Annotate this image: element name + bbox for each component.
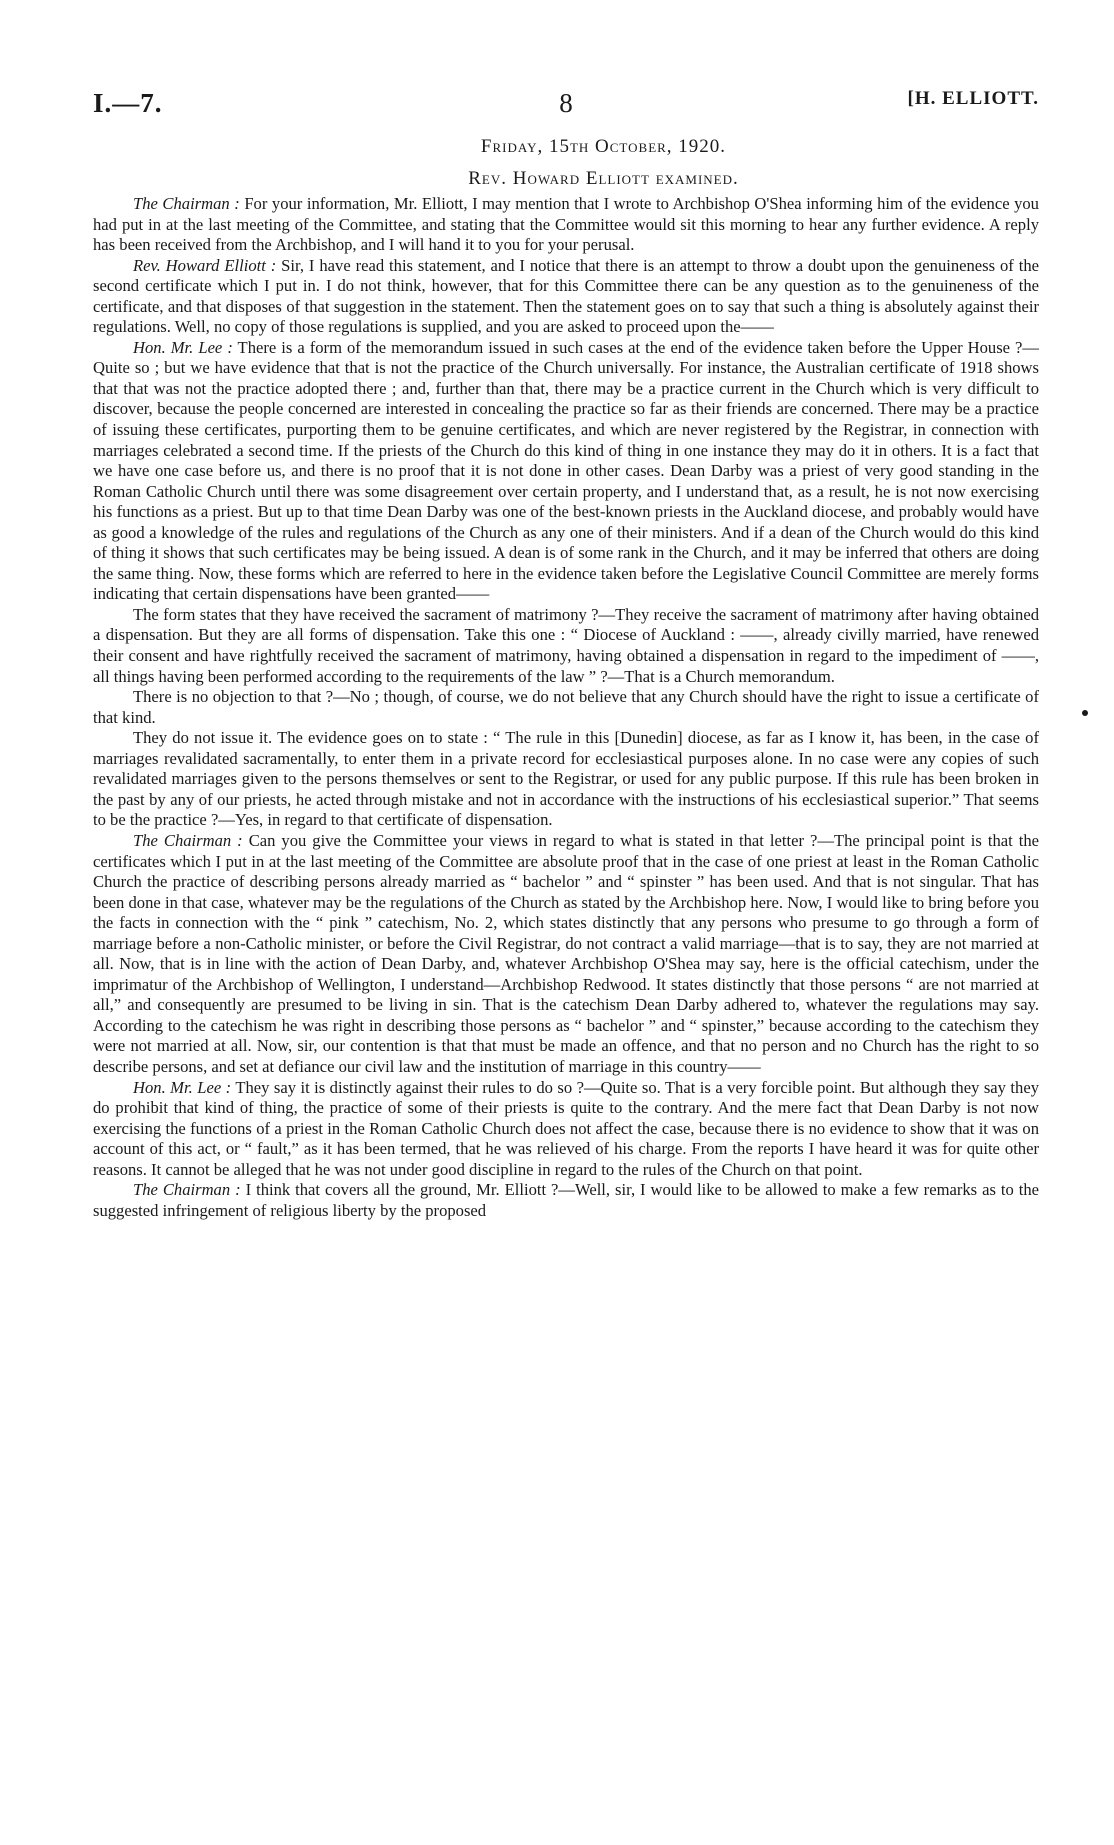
paragraph-text: For your information, Mr. Elliott, I may mention that I wrote to Archbishop O'Shea informing him of the evidence you had put in at the last meeting of the Committee, and stating that the Committee would sit this morning to hear any further evidence. A reply has been received from the Archbishop, and I will hand it to you for your perusal.	[93, 194, 1039, 255]
paragraph-text: Sir, I have read this statement, and I notice that there is an attempt to throw a doubt upon the genuineness of the second certificate which I put in. I do not think, however, that for this Committee there can be any question as to the genuineness of the certificate, and that disposes of that suggestion in the statement. Then the statement goes on to say that such a thing is absolutely against their regulations. Well, no copy of those regulations is supplied, and you are asked to proceed upon the——	[93, 255, 1039, 337]
paragraph	[93, 194, 1039, 256]
body-text	[93, 194, 1039, 1221]
speaker-label: Hon. Mr. Lee :	[133, 337, 233, 357]
speaker-label: Rev. Howard Elliott :	[133, 255, 277, 275]
speaker-label: The Chairman :	[133, 194, 240, 213]
speaker-label: The Chairman :	[133, 830, 243, 850]
speaker-label: The Chairman :	[133, 1180, 241, 1200]
paragraph-text: There is no objection to that ?—No ; though, of course, we do not believe that any Church should have the right to issue a certificate of that kind.	[93, 687, 1039, 727]
page-header	[93, 88, 1039, 128]
paragraph	[93, 338, 1039, 605]
date-heading: Friday, 15th October, 1920.	[480, 136, 727, 157]
paragraph-text: I think that covers all the ground, Mr. Elliott ?—Well, sir, I would like to be allowed to make a few remarks as to the suggested infringement of religious liberty by the proposed	[93, 1180, 1039, 1220]
page-section-label: I.—7.	[93, 88, 163, 118]
paragraph	[93, 256, 1039, 338]
paragraph	[93, 1180, 1039, 1221]
paragraph	[93, 1078, 1039, 1181]
paragraph	[93, 687, 1039, 728]
paragraph-text: The form states that they have received the sacrament of matrimony ?—They receive the sacrament of matrimony after having obtained a dispensation. But they are all forms of dispensation. Take this one : “ Diocese of Auckland : ——, already civilly married, have renewed their consent and have rightfully received the sacrament of matrimony, having obtained a dispensation in regard to the impediment of ——, all things having been performed according to the requirements of the law ” ?—That is a Church memorandum.	[93, 604, 1039, 686]
paragraph	[93, 728, 1039, 831]
paragraph	[93, 831, 1039, 1078]
paragraph-text: There is a form of the memorandum issued in such cases at the end of the evidence taken before the Upper House ?—Quite so ; but we have evidence that that is not the practice of the Church universally. For instance, the Australian certificate of 1918 shows that that was not the practice adopted there ; and, further than that, there may be a practice current in the Church which is very difficult to discover, because the people concerned are interested in concealing the practice so far as their friends are concerned. There may be a practice of issuing these certificates, purporting them to be genuine certificates, and which are never registered by the Registrar, in connection with marriages celebrated a second time. If the priests of the Church do this kind of thing in one instance they may do it in others. It is a fact that we have one case before us, and there is no proof that it is not done in other cases. Dean Darby was a priest of very good standing in the Roman Catholic Church until there was some disagreement over certain property, and I understand that, as a result, he is not now exercising his functions as a priest. But up to that time Dean Darby was one of the best-known priests in the Auckland diocese, and probably would have as good a knowledge of the rules and regulations of the Church as any one of their ministers. And if a dean of the Church would do this kind of thing it shows that such certificates may be being issued. A dean is of some rank in the Church, and it may be inferred that others are doing the same thing. Now, these forms which are referred to here in the evidence taken before the Legislative Council Committee are merely forms indicating that certain dispensations have been granted——	[93, 337, 1039, 604]
paragraph-text: They say it is distinctly against their rules to do so ?—Quite so. That is a very forcible point. But although they say they do prohibit that kind of thing, the practice of some of their priests is quite to the contrary. And the mere fact that Dean Darby is not now exercising the functions of a priest in the Roman Catholic Church does not affect the case, because there is no evidence to show that it was on account of this act, or “ fault,” as it has been termed, that he was relieved of his charge. From the reports I have heard it was for quite other reasons. It cannot be alleged that he was not under good discipline in regard to the rules of the Church on that point.	[93, 1077, 1039, 1179]
margin-dot	[1082, 710, 1088, 716]
witness-heading: Rev. Howard Elliott examined.	[468, 168, 739, 189]
page-number: 8	[559, 88, 573, 118]
page-witness-label: [H. ELLIOTT.	[907, 88, 1039, 109]
paragraph-text: They do not issue it. The evidence goes on to state : “ The rule in this [Dunedin] diocese, as far as I know it, has been, in the case of marriages revalidated sacramentally, to enter them in a private record for ecclesiastical purposes alone. In no case were any copies of such revalidated marriages given to the persons themselves or sent to the Registrar, or used for any public purpose. If this rule has been broken in the past by any of our priests, he acted through mistake and not in accordance with the instructions of his ecclesiastical superior.” That seems to be the practice ?—Yes, in regard to that certificate of dispensation.	[93, 728, 1039, 830]
speaker-label: Hon. Mr. Lee :	[133, 1077, 232, 1097]
paragraph-text: Can you give the Committee your views in regard to what is stated in that letter ?—The principal point is that the certificates which I put in at the last meeting of the Committee are absolute proof that in the case of one priest at least in the Roman Catholic Church the practice of describing persons already married as “ bachelor ” and “ spinster ” has been used. And that is not singular. That has been done in that case, whatever may be the regulations of the Church as stated by the Archbishop here. Now, I would like to bring before you the facts in connection with the “ pink ” catechism, No. 2, which states distinctly that any persons who presume to go through a form of marriage before a non-Catholic minister, or before the Civil Registrar, do not contract a valid marriage—that is to say, they are not married at all. Now, that is in line with the action of Dean Darby, and, whatever Archbishop O'Shea may say, here is the official catechism, under the imprimatur of the Archbishop of Wellington, I understand—Archbishop Redwood. It states distinctly that those persons “ are not married at all,” and consequently are presumed to be living in sin. That is the catechism Dean Darby adhered to, whatever the regulations may say. According to the catechism he was right in describing those persons as “ bachelor ” and “ spinster,” because according to the catechism they were not married at all. Now, sir, our contention is that that must be made an offence, and that no person and no Church has the right to so describe persons, and set at defiance our civil law and the institution of marriage in this country——	[93, 830, 1039, 1076]
paragraph	[93, 605, 1039, 687]
